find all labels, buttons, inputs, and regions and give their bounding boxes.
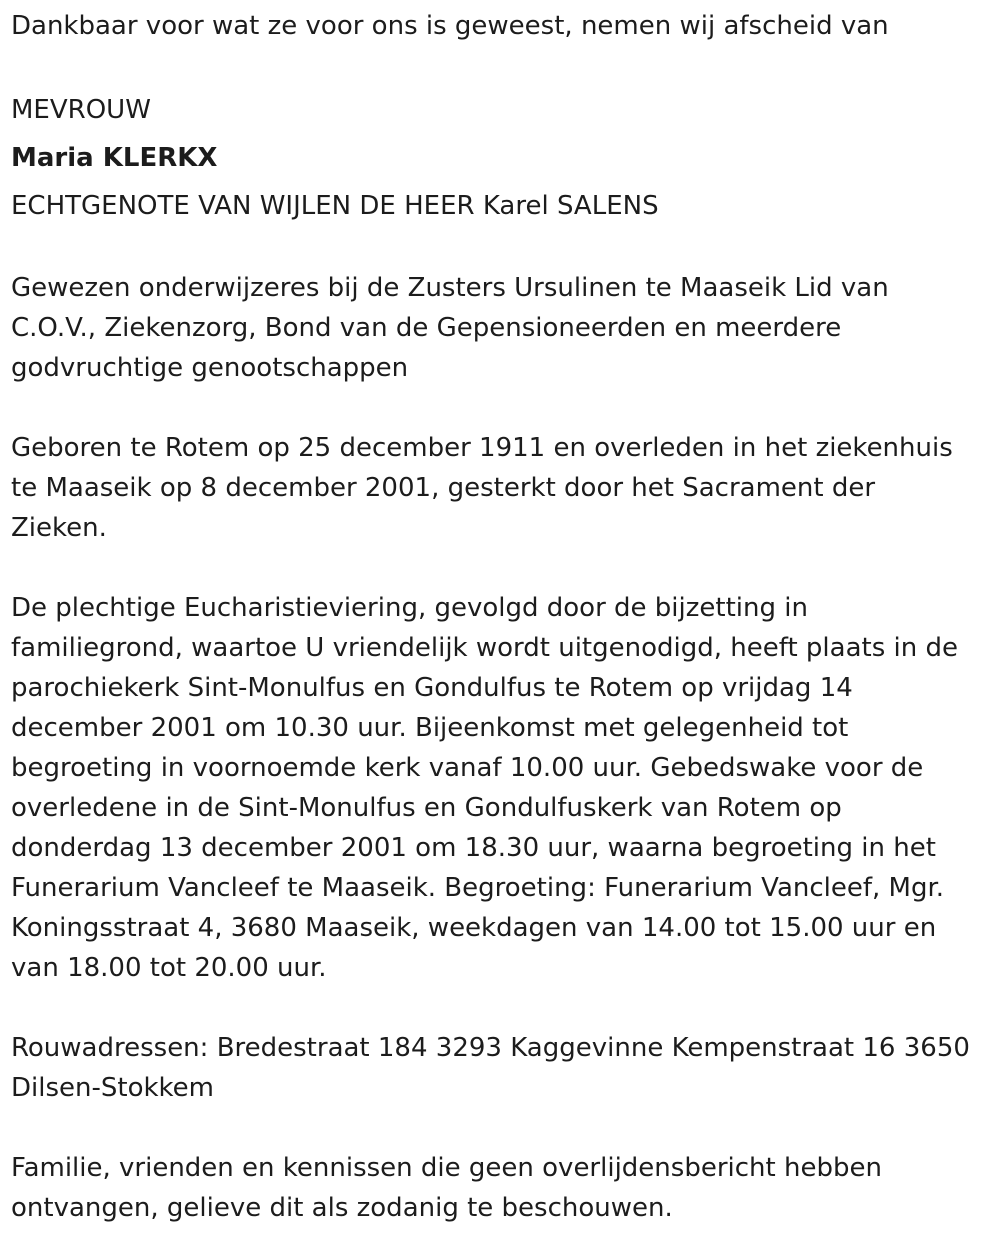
- paragraph-line: familiegrond, waartoe U vriendelijk wordt uitgenodigd, heeft plaats in de: [11, 633, 958, 663]
- paragraph-line: Koningsstraat 4, 3680 Maaseik, weekdagen van 14.00 tot 15.00 uur en: [11, 913, 937, 943]
- paragraph-line: Familie, vrienden en kennissen die geen overlijdensbericht hebben: [11, 1153, 882, 1183]
- paragraph-line: ontvangen, gelieve dit als zodanig te beschouwen.: [11, 1193, 673, 1223]
- paragraph-line: Geboren te Rotem op 25 december 1911 en overleden in het ziekenhuis: [11, 433, 953, 463]
- paragraph-line: Rouwadressen: Bredestraat 184 3293 Kaggevinne Kempenstraat 16 3650: [11, 1033, 970, 1063]
- paragraph-line: Gewezen onderwijzeres bij de Zusters Ursulinen te Maaseik Lid van: [11, 273, 889, 303]
- paragraph-line: Zieken.: [11, 513, 107, 543]
- closing-paragraph: [11, 1148, 989, 1228]
- paragraph-line: overledene in de Sint-Monulfus en Gondulfuskerk van Rotem op: [11, 793, 842, 823]
- paragraph-line: te Maaseik op 8 december 2001, gesterkt door het Sacrament der: [11, 473, 876, 503]
- ceremony-paragraph: [11, 588, 989, 988]
- paragraph-line: van 18.00 tot 20.00 uur.: [11, 953, 327, 983]
- honorific-title: MEVROUW: [11, 95, 151, 125]
- occupation-paragraph: [11, 268, 989, 388]
- spouse-line: ECHTGENOTE VAN WIJLEN DE HEER Karel SALENS: [11, 191, 659, 221]
- paragraph-line: donderdag 13 december 2001 om 18.30 uur, waarna begroeting in het: [11, 833, 936, 863]
- addresses-paragraph: [11, 1028, 989, 1108]
- paragraph-line: Dilsen-Stokkem: [11, 1073, 214, 1103]
- deceased-name: Maria KLERKX: [11, 143, 218, 173]
- paragraph-line: De plechtige Eucharistieviering, gevolgd door de bijzetting in: [11, 593, 808, 623]
- paragraph-line: C.O.V., Ziekenzorg, Bond van de Gepensioneerden en meerdere: [11, 313, 842, 343]
- intro-text: Dankbaar voor wat ze voor ons is geweest, nemen wij afscheid van: [11, 11, 889, 41]
- paragraph-line: parochiekerk Sint-Monulfus en Gondulfus te Rotem op vrijdag 14: [11, 673, 853, 703]
- birth-death-paragraph: [11, 428, 989, 548]
- paragraph-line: december 2001 om 10.30 uur. Bijeenkomst met gelegenheid tot: [11, 713, 849, 743]
- paragraph-line: begroeting in voornoemde kerk vanaf 10.00 uur. Gebedswake voor de: [11, 753, 924, 783]
- paragraph-line: Funerarium Vancleef te Maaseik. Begroeting: Funerarium Vancleef, Mgr.: [11, 873, 945, 903]
- paragraph-line: godvruchtige genootschappen: [11, 353, 409, 383]
